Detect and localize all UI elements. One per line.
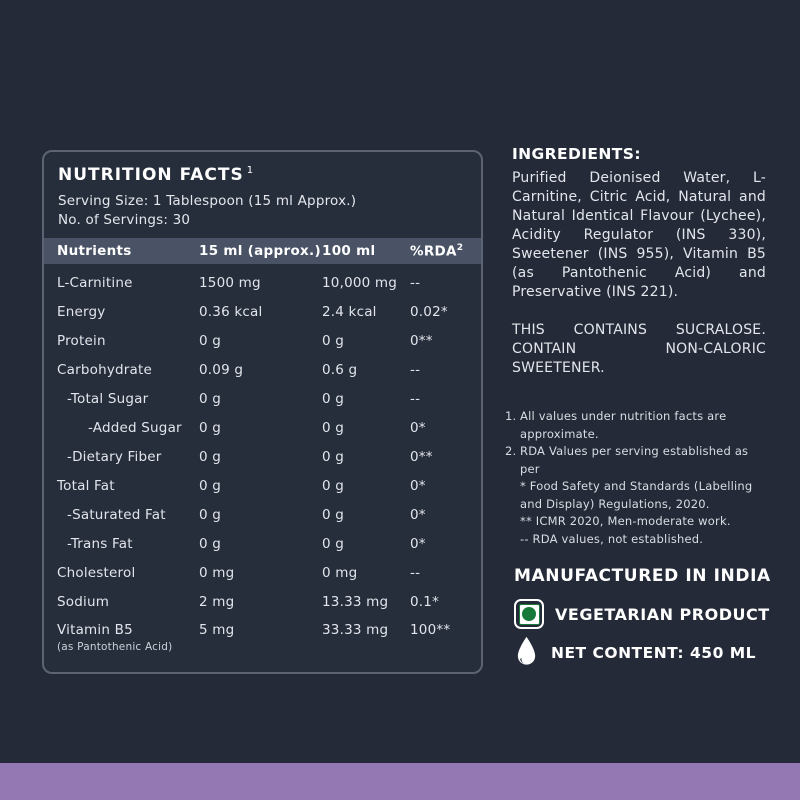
value-100ml: 0 g [322, 506, 345, 523]
rda-footnote-ref: 2 [456, 242, 464, 253]
table-row [57, 500, 481, 529]
nutrient-name: Total Fat [57, 477, 115, 494]
nutrient-name: Sodium [57, 593, 110, 610]
value-15ml: 0 g [199, 448, 222, 465]
value-rda: -- [410, 274, 421, 291]
value-100ml: 0 g [322, 448, 345, 465]
value-100ml: 0.6 g [322, 361, 358, 378]
nutrition-facts-title [58, 165, 466, 185]
table-row [57, 413, 481, 442]
nutrient-name: -Trans Fat [67, 535, 133, 552]
value-100ml: 0 g [322, 535, 345, 552]
nutrient-name: Protein [57, 332, 106, 349]
nutrient-name: L-Carnitine [57, 274, 133, 291]
value-rda: -- [410, 361, 421, 378]
value-rda: 0.1* [410, 593, 440, 610]
value-15ml: 5 mg [199, 622, 235, 638]
water-drop-icon [512, 636, 540, 669]
nutrient-name: -Added Sugar [88, 419, 182, 436]
value-100ml: 33.33 mg [322, 622, 389, 638]
value-15ml: 0 g [199, 506, 222, 523]
value-rda: 0* [410, 506, 426, 523]
table-row [57, 587, 481, 616]
table-row [57, 326, 481, 355]
vegetarian-product-text: VEGETARIAN PRODUCT [555, 604, 770, 624]
serving-size-text: Serving Size: 1 Tablespoon (15 ml Approx.) [58, 193, 357, 209]
nutrient-name: -Dietary Fiber [67, 448, 162, 465]
value-15ml: 0 g [199, 390, 222, 407]
value-15ml: 2 mg [199, 593, 235, 610]
nutrient-subname: (as Pantothenic Acid) [57, 641, 173, 653]
value-15ml: 0.09 g [199, 361, 244, 378]
nutrition-facts-panel [42, 150, 483, 674]
table-row [57, 297, 481, 326]
value-100ml: 0 g [322, 419, 345, 436]
footnote-text: RDA Values per serving established as per * Food Safety and Standards (Labelling and Display) Regulations, 2020. ** ICMR 2020, Men-moderate work. -- RDA values, not established. [520, 444, 753, 546]
net-content-badge [512, 636, 756, 669]
column-header-nutrients: Nutrients [57, 243, 132, 259]
value-100ml: 10,000 mg [322, 274, 398, 291]
table-row [57, 616, 481, 653]
table-row [57, 355, 481, 384]
rda-header-text: %RDA [410, 243, 457, 260]
vegetarian-green-dot-icon [514, 599, 544, 629]
nutrient-name: Vitamin B5 (as Pantothenic Acid) [57, 622, 199, 653]
table-row [57, 558, 481, 587]
nutrition-facts-title-text: NUTRITION FACTS [58, 165, 244, 185]
value-15ml: 0 g [199, 332, 222, 349]
value-15ml: 0 g [199, 419, 222, 436]
value-15ml: 0.36 kcal [199, 303, 263, 320]
table-body [44, 264, 481, 653]
value-rda: 0* [410, 477, 426, 494]
value-rda: 0** [410, 448, 433, 465]
ingredients-text: Purified Deionised Water, L-Carnitine, Citric Acid, Natural and Natural Identical Flavour (Lychee), Acidity Regulator (INS 330), Sweetener (INS 955), Vitamin B5 (as Pantothenic Acid) and Preservative (INS 221). [512, 170, 766, 300]
servings-count-text: No. of Servings: 30 [58, 212, 191, 228]
sweetener-note: THIS CONTAINS SUCRALOSE. CONTAIN NON-CALORIC SWEETENER. [512, 322, 766, 376]
nutrition-facts-header [44, 152, 481, 238]
value-rda: -- [410, 390, 421, 407]
net-content-text: NET CONTENT: 450 ML [551, 643, 757, 662]
footnotes-section [505, 408, 771, 548]
value-15ml: 0 g [199, 535, 222, 552]
footnote-text: All values under nutrition facts are approximate. [520, 409, 727, 441]
ingredients-section [512, 145, 766, 378]
column-header-rda [410, 243, 481, 260]
value-rda: 0** [410, 332, 433, 349]
table-row [57, 442, 481, 471]
bottom-accent-bar [0, 763, 800, 800]
table-row [57, 471, 481, 500]
value-15ml: 0 g [199, 477, 222, 494]
value-rda: 0* [410, 419, 426, 436]
value-100ml: 2.4 kcal [322, 303, 377, 320]
footnote-item [505, 408, 771, 443]
table-header-row [44, 238, 481, 264]
nutrient-name: Cholesterol [57, 564, 136, 581]
footnote-item [505, 443, 771, 548]
value-100ml: 0 g [322, 332, 345, 349]
nutrient-name: -Total Sugar [67, 390, 149, 407]
value-100ml: 0 mg [322, 564, 358, 581]
value-rda: 100** [410, 622, 451, 638]
vegetarian-badge [514, 599, 770, 629]
value-100ml: 13.33 mg [322, 593, 389, 610]
value-rda: 0* [410, 535, 426, 552]
nutrient-name: -Saturated Fat [67, 506, 166, 523]
footnote-marker: 1. [505, 409, 517, 423]
value-100ml: 0 g [322, 390, 345, 407]
manufactured-in-india-text: MANUFACTURED IN INDIA [514, 566, 771, 586]
table-row [57, 268, 481, 297]
value-rda: 0.02* [410, 303, 448, 320]
nutrient-name: Carbohydrate [57, 361, 153, 378]
value-15ml: 1500 mg [199, 274, 261, 291]
column-header-15ml: 15 ml (approx.) [199, 243, 321, 259]
table-row [57, 529, 481, 558]
column-header-100ml: 100 ml [322, 243, 376, 259]
footnote-marker: 2. [505, 444, 517, 458]
value-rda: -- [410, 564, 421, 581]
table-row [57, 384, 481, 413]
nutrient-name: Energy [57, 303, 106, 320]
value-100ml: 0 g [322, 477, 345, 494]
ingredients-heading: INGREDIENTS: [512, 145, 641, 163]
value-15ml: 0 mg [199, 564, 235, 581]
title-footnote-ref: 1 [246, 165, 255, 177]
